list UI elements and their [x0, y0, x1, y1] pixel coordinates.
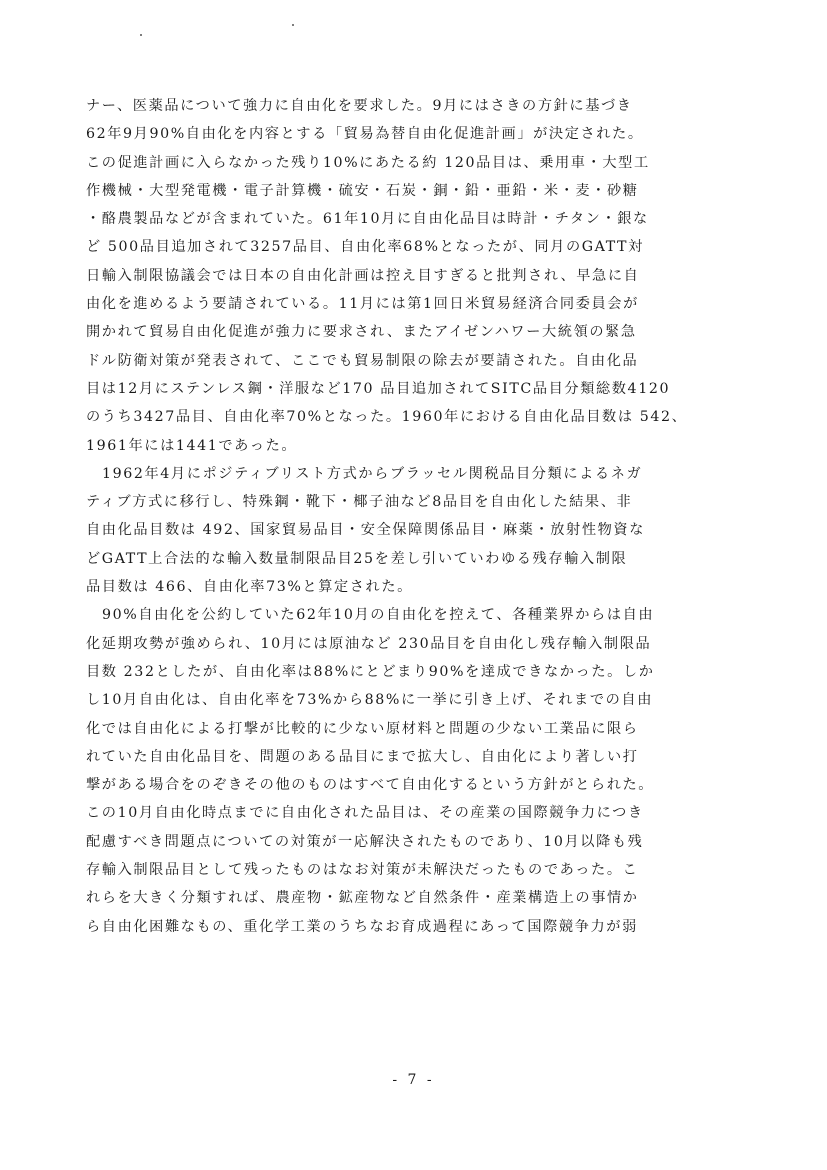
text-line: し10月自由化は、自由化率を73%から88%に一挙に引き上げ、それまでの自由 — [86, 692, 653, 709]
text-line: ら自由化困難なもの、重化学工業のうちなお育成過程にあって国際競争力が弱 — [86, 918, 638, 935]
text-line: 存輸入制限品目として残ったものはなお対策が未解決だったものであった。こ — [86, 862, 639, 879]
text-line: 開かれて貿易自由化促進が強力に要求され、またアイゼンハワー大統領の緊急 — [86, 324, 637, 341]
text-line: この促進計画に入らなかった残り10%にあたる約 120品目は、乗用車・大型工 — [86, 154, 650, 171]
text-line: ドル防衛対策が発表されて、ここでも貿易制限の除去が要請された。自由化品 — [86, 352, 639, 369]
text-line: 配慮すべき問題点についての対策が一応解決されたものであり、10月以降も残 — [86, 833, 644, 850]
text-line: れていた自由化品目を、問題のある品目にまで拡大し、自由化により著しい打 — [86, 748, 639, 765]
text-line: どGATT上合法的な輸入数量制限品目25を差し引いていわゆる残存輸入制限 — [86, 550, 628, 567]
text-line: 日輸入制限協議会では日本の自由化計画は控え目すぎると批判され、早急に自 — [86, 267, 640, 284]
text-line: れらを大きく分類すれば、農産物・鉱産物など自然条件・産業構造上の事情か — [86, 890, 639, 907]
page-number: - 7 - — [392, 1072, 435, 1088]
text-line: 1961年には1441であった。 — [86, 437, 298, 454]
text-line: 自由化品目数は 492、国家貿易品目・安全保障関係品目・麻薬・放射性物資な — [86, 522, 645, 539]
text-line: 62年9月90%自由化を内容とする「貿易為替自由化促進計画」が決定された。 — [86, 126, 644, 143]
text-line: 目は12月にステンレス鋼・洋服など170 品目追加されてSITC品目分類総数4120 — [86, 380, 671, 397]
text-line: 撃がある場合をのぞきその他のものはすべて自由化するという方針がとられた。 — [86, 777, 655, 794]
body-text — [86, 92, 766, 941]
text-line: 品目数は 466、自由化率73%と算定された。 — [86, 579, 413, 596]
text-line: ナー、医薬品について強力に自由化を要求した。9月にはさきの方針に基づき — [86, 98, 633, 114]
scan-speck — [140, 34, 142, 36]
text-line: 目数 232としたが、自由化率は88%にとどまり90%を達成できなかった。しか — [86, 663, 655, 680]
scan-speck — [292, 24, 294, 26]
text-line: 1962年4月にポジティブリスト方式からブラッセル関税品目分類によるネガ — [102, 465, 643, 482]
text-line: 化では自由化による打撃が比較的に少ない原材料と問題の少ない工業品に限ら — [86, 720, 639, 737]
text-line: のうち3427品目、自由化率70%となった。1960年における自由化品目数は 542、 — [86, 409, 688, 426]
text-line: 由化を進めるよう要請されている。11月には第1回日米貿易経済合同委員会が — [86, 296, 639, 313]
text-line: 90%自由化を公約していた62年10月の自由化を控えて、各種業界からは自由 — [102, 607, 655, 624]
text-line: 作機械・大型発電機・電子計算機・硫安・石炭・銅・鉛・亜鉛・米・麦・砂糖 — [86, 182, 639, 199]
text-line: 化延期攻勢が強められ、10月には原油など 230品目を自由化し残存輸入制限品 — [86, 635, 652, 652]
text-line: ティブ方式に移行し、特殊鋼・靴下・椰子油など8品目を自由化した結果、非 — [86, 494, 633, 511]
text-line: ・酪農製品などが含まれていた。61年10月に自由化品目は時計・チタン・銀な — [86, 211, 649, 228]
text-line: ど 500品目追加されて3257品目、自由化率68%となったが、同月のGATT対 — [86, 239, 644, 256]
text-line: この10月自由化時点までに自由化された品目は、その産業の国際競争力につき — [86, 805, 644, 822]
